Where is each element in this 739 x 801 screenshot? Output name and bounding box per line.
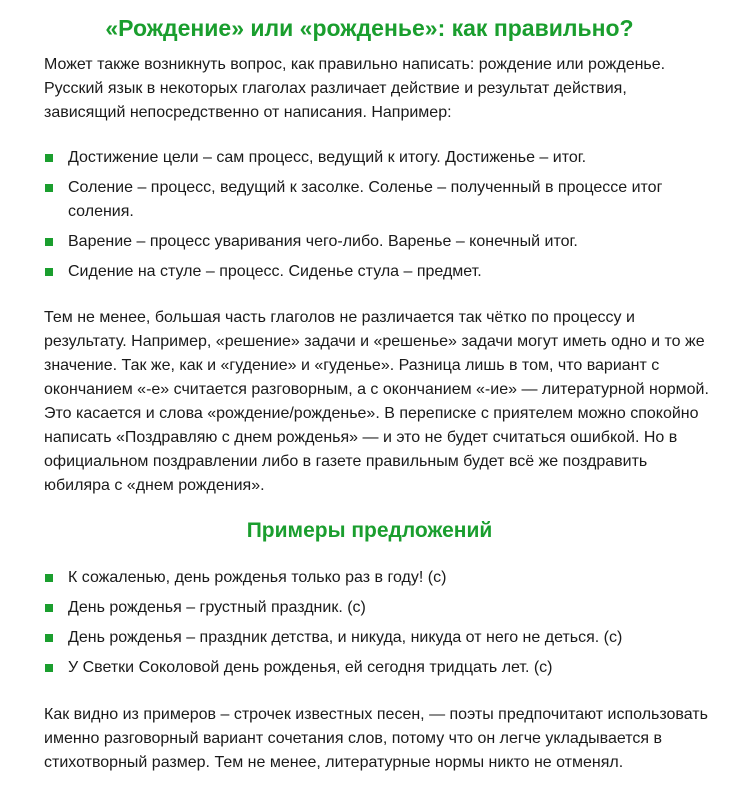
square-bullet-icon	[45, 184, 53, 192]
list-item	[44, 566, 704, 590]
section-heading: Примеры предложений	[246, 519, 493, 542]
list-item-text: Сидение на стуле – процесс. Сиденье стула – предмет.	[68, 263, 482, 280]
list-item	[44, 176, 704, 224]
list-item-text: У Светки Соколовой день рожденья, ей сегодня тридцать лет. (с)	[68, 659, 553, 676]
article-title: «Рождение» или «рожденье»: как правильно?	[105, 15, 634, 41]
list-item-text: День рожденья – праздник детства, и никуда, никуда от него не деться. (с)	[68, 629, 623, 646]
list-item	[44, 626, 704, 650]
list-item	[44, 146, 704, 170]
square-bullet-icon	[45, 634, 53, 642]
list-item-text: День рожденья – грустный праздник. (с)	[68, 599, 366, 616]
list-item	[44, 596, 704, 620]
body-paragraph: Тем не менее, большая часть глаголов не различается так чётко по процессу и результату. Например, «решение» задачи и «решенье» задачи могут иметь одно и то же значение. Так же, как и «гудение» и «гуденье». Разница лишь в том, что вариант с окончанием «-е» считается разговорным, а с окончанием «-ие» — литературной нормой. Это касается и слова «рождение/рожденье». В переписке с приятелем можно спокойно написать «Поздравляю с днем рожденья» — и это не будет считаться ошибкой. Но в официальном поздравлении либо в газете правильным будет всё же поздравить юбиляра с «днем рождения».	[44, 309, 709, 494]
list-item-text: Варение – процесс уваривания чего-либо. Варенье – конечный итог.	[68, 233, 578, 250]
examples-list	[44, 146, 704, 290]
square-bullet-icon	[45, 604, 53, 612]
square-bullet-icon	[45, 238, 53, 246]
sentences-list	[44, 566, 704, 686]
list-item-text: Соление – процесс, ведущий к засолке. Соленье – полученный в процессе итог соления.	[68, 179, 663, 220]
conclusion-paragraph: Как видно из примеров – строчек известных песен, — поэты предпочитают использовать именно разговорный вариант сочетания слов, потому что он легче укладывается в стихотворный размер. Тем не менее, литературные нормы никто не отменял.	[44, 706, 708, 771]
square-bullet-icon	[45, 664, 53, 672]
list-item-text: Достижение цели – сам процесс, ведущий к итогу. Достиженье – итог.	[68, 149, 587, 166]
square-bullet-icon	[45, 154, 53, 162]
list-item	[44, 230, 704, 254]
intro-paragraph: Может также возникнуть вопрос, как правильно написать: рождение или рожденье. Русский язык в некоторых глаголах различает действие и результат действия, зависящий непосредственно от написания. Например:	[44, 56, 666, 121]
list-item-text: К сожаленью, день рожденья только раз в году! (с)	[68, 569, 447, 586]
list-item	[44, 656, 704, 680]
square-bullet-icon	[45, 268, 53, 276]
list-item	[44, 260, 704, 284]
square-bullet-icon	[45, 574, 53, 582]
